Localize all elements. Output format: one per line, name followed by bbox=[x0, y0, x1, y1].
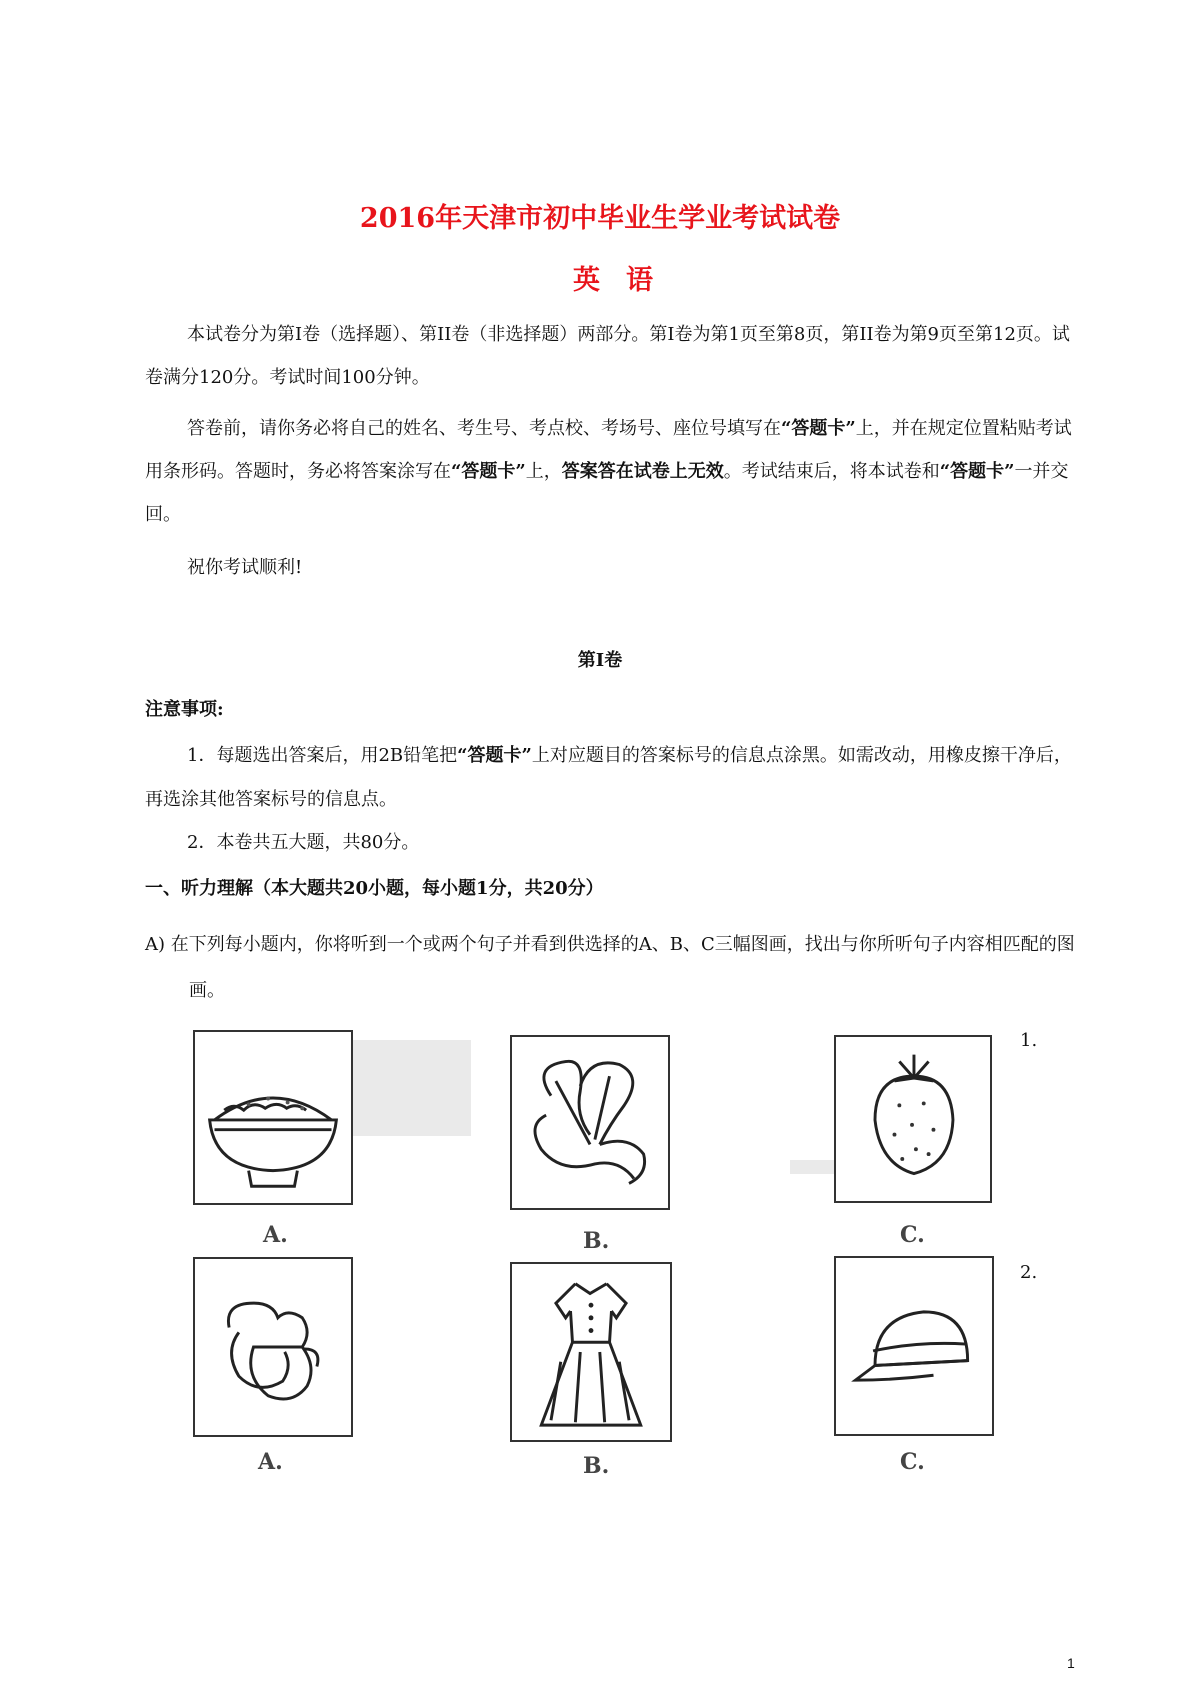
subject-title: 英语 bbox=[573, 265, 679, 296]
option-label: B. bbox=[583, 1453, 610, 1479]
cap-icon bbox=[834, 1256, 994, 1436]
intro-paragraph-2 bbox=[145, 407, 1080, 536]
answer-card-term: “答题卡” bbox=[939, 461, 1015, 482]
part-a-instructions: A) 在下列每小题内，你将听到一个或两个句子并看到供选择的A、B、C三幅图画，找出与你所听句子内容相匹配的图画。 bbox=[145, 934, 1075, 1001]
page-number: 1 bbox=[1067, 1655, 1075, 1671]
option-label: C. bbox=[900, 1222, 925, 1248]
dress-icon bbox=[510, 1262, 672, 1442]
answer-card-term: “答题卡” bbox=[781, 418, 856, 439]
question-number: 1. bbox=[1020, 1030, 1038, 1051]
good-luck-text: 祝你考试顺利! bbox=[187, 557, 303, 578]
gloves-icon bbox=[193, 1257, 353, 1437]
intro-text: 上， bbox=[525, 461, 562, 482]
answer-card-term: “答题卡” bbox=[457, 745, 532, 766]
strawberry-icon bbox=[834, 1035, 992, 1203]
note-2: 2．本卷共五大题，共80分。 bbox=[187, 832, 420, 853]
vegetable-icon bbox=[510, 1035, 670, 1210]
note-text: 1．每题选出答案后，用2B铅笔把 bbox=[187, 745, 458, 766]
option-label: A. bbox=[263, 1222, 288, 1248]
section-heading: 一、听力理解（本大题共20小题，每小题1分，共20分） bbox=[145, 878, 604, 899]
intro-text: 一并交回。 bbox=[145, 461, 1069, 525]
intro-text: 上，并在规定位置粘贴考试用条形码。答题时，务必将答案涂写在 bbox=[145, 418, 1072, 482]
notes-heading: 注意事项: bbox=[145, 699, 224, 720]
invalid-warning: 答案答在试卷上无效 bbox=[561, 461, 724, 482]
volume-title: 第Ⅰ卷 bbox=[577, 650, 623, 671]
intro-paragraph-1: 本试卷分为第Ⅰ卷（选择题）、第II卷（非选择题）两部分。第Ⅰ卷为第1页至第8页，第II卷为第9页至第12页。试卷满分120分。考试时间100分钟。 bbox=[145, 324, 1070, 388]
note-text: 上对应题目的答案标号的信息点涂黑。如需改动，用橡皮擦干净后，再选涂其他答案标号的信息点。 bbox=[145, 745, 1072, 810]
bowl-of-rice-icon bbox=[193, 1030, 353, 1205]
option-label: C. bbox=[900, 1449, 925, 1475]
note-1 bbox=[145, 734, 1080, 822]
intro-text: 答卷前，请你务必将自己的姓名、考生号、考点校、考场号、座位号填写在 bbox=[187, 418, 781, 439]
option-label: B. bbox=[583, 1228, 610, 1254]
answer-card-term: “答题卡” bbox=[451, 461, 526, 482]
exam-title: 2016年天津市初中毕业生学业考试试卷 bbox=[359, 203, 841, 234]
option-label: A. bbox=[258, 1449, 283, 1475]
intro-text: 。考试结束后，将本试卷和 bbox=[723, 461, 940, 482]
question-number: 2. bbox=[1020, 1262, 1038, 1283]
